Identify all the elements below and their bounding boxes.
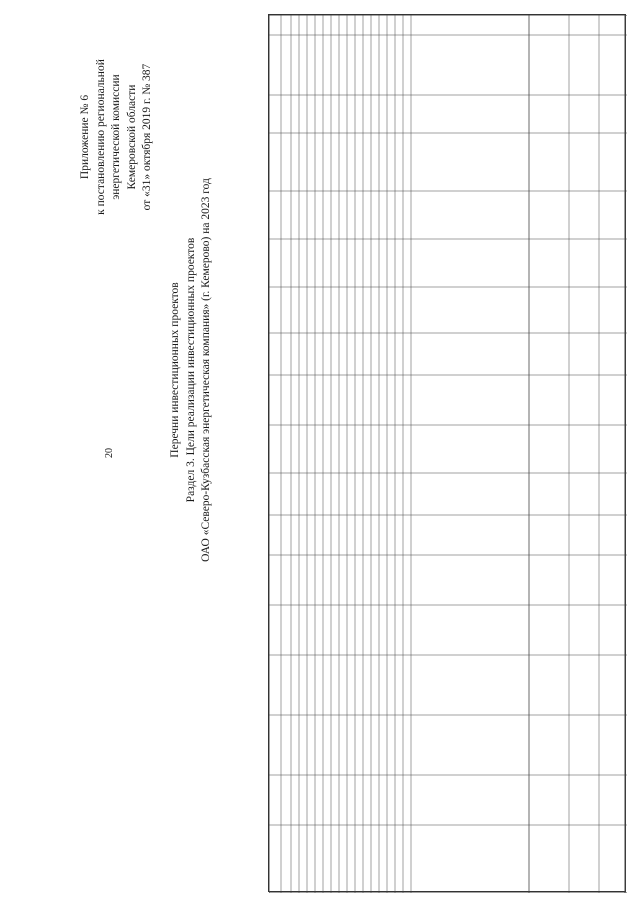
- company-title: ОАО «Северо-Кузбасская энергетическая компания» (г. Кемерово) на 2023 год: [200, 178, 212, 562]
- annex-line-1: Приложение № 6: [79, 94, 91, 180]
- page-number: 20: [104, 448, 115, 458]
- annex-line-3: энергетической комиссии: [110, 74, 122, 200]
- annex-line-4: Кемеровской области: [125, 84, 138, 190]
- projects-table: [268, 14, 626, 892]
- annex-line-5: от «31» октября 2019 г. № 387: [141, 63, 153, 211]
- table-grid-lines: [269, 15, 627, 893]
- title-block: [168, 90, 215, 650]
- table-grid: [268, 14, 626, 892]
- annex-line-2: к постановлению региональной: [94, 59, 107, 215]
- annex-block: [78, 22, 156, 252]
- document-heading: Перечни инвестиционных проектов: [169, 282, 181, 458]
- section-title: Раздел 3. Цели реализации инвестиционных проектов: [184, 237, 197, 503]
